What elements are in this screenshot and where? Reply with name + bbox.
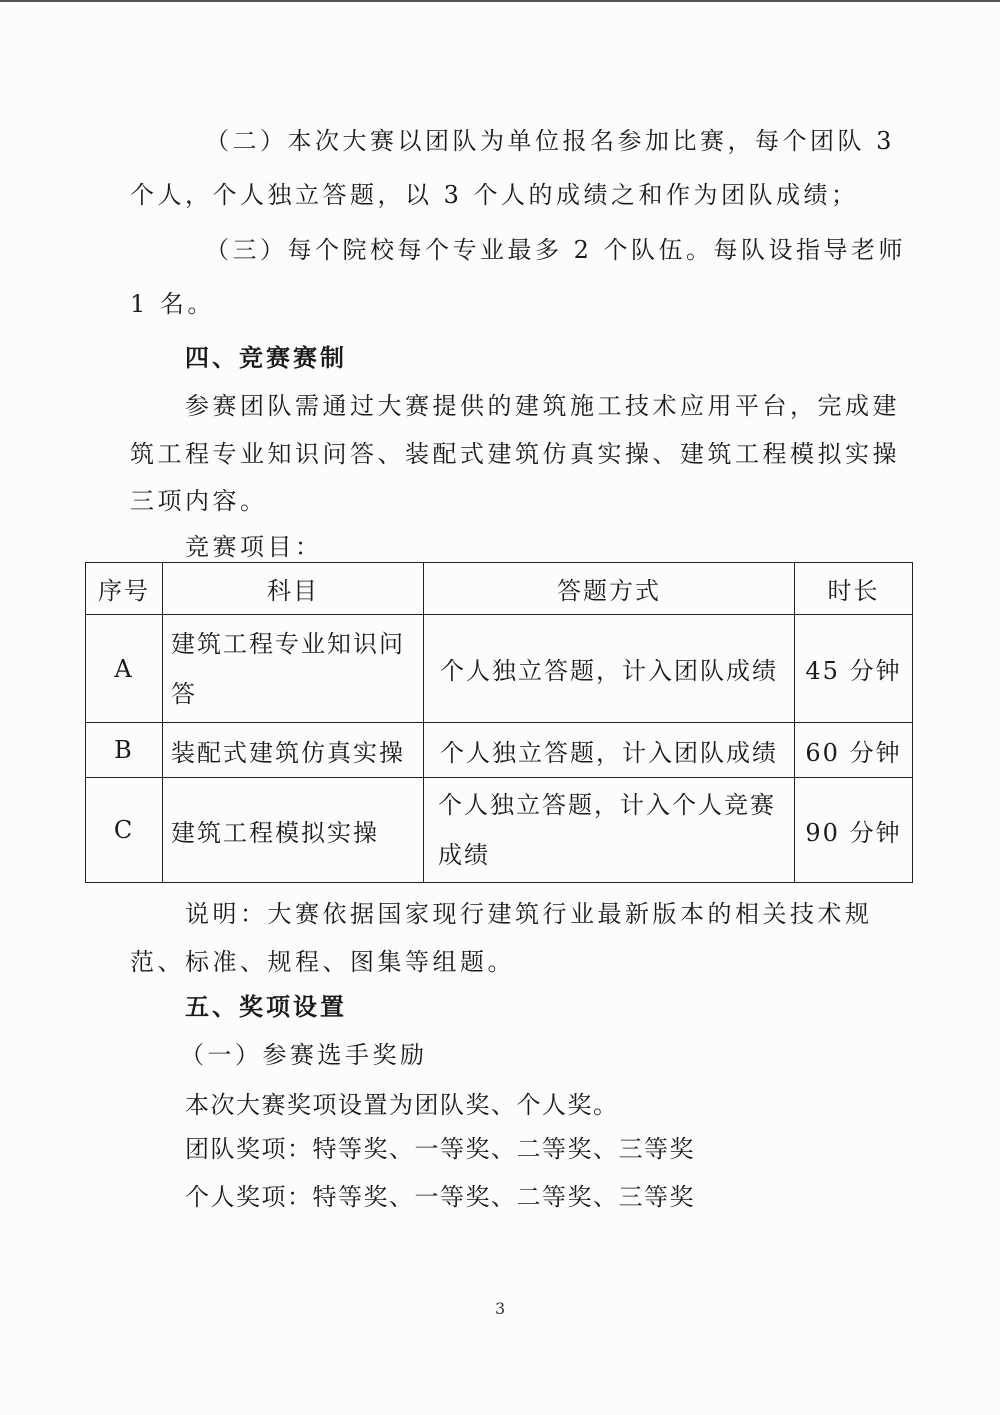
awards-individual: 个人奖项：特等奖、一等奖、二等奖、三等奖 xyxy=(185,1183,695,1211)
section4-body-line3: 三项内容。 xyxy=(130,487,268,515)
header-subject: 科目 xyxy=(163,563,424,615)
competition-items-label: 竞赛项目： xyxy=(185,533,323,561)
row-subject-line1: 建筑工程专业知识问 xyxy=(171,629,405,658)
row-no: B xyxy=(86,723,163,778)
section4-body-line2: 筑工程专业知识问答、装配式建筑仿真实操、建筑工程模拟实操 xyxy=(130,440,900,468)
section-heading-competition-format: 四、竞赛赛制 xyxy=(185,343,347,372)
row-subject-line2: 答 xyxy=(171,679,197,708)
page-number: 3 xyxy=(495,1299,506,1318)
row-method: 个人独立答题，计入团队成绩 xyxy=(424,723,795,778)
row-duration: 45 分钟 xyxy=(795,615,913,723)
table-row xyxy=(86,778,913,883)
row-method: 个人独立答题，计入团队成绩 xyxy=(424,615,795,723)
note-line2: 范、标准、规程、图集等组题。 xyxy=(130,948,515,976)
awards-line1: 本次大赛奖项设置为团队奖、个人奖。 xyxy=(185,1091,619,1119)
row-method xyxy=(424,778,795,883)
subsection-contestant-awards: （一）参赛选手奖励 xyxy=(180,1041,428,1069)
table-header-row xyxy=(86,563,913,615)
row-duration: 60 分钟 xyxy=(795,723,913,778)
row-no: A xyxy=(86,615,163,723)
row-duration: 90 分钟 xyxy=(795,778,913,883)
row-method-line2: 成绩 xyxy=(438,841,490,869)
table-row xyxy=(86,723,913,778)
row-subject: 建筑工程模拟实操 xyxy=(163,778,424,883)
paragraph-team-limit-cont: 1 名。 xyxy=(130,290,215,318)
paragraph-team-limit: （三）每个院校每个专业最多 2 个队伍。每队设指导老师 xyxy=(205,236,907,264)
table-row xyxy=(86,615,913,723)
awards-team: 团队奖项：特等奖、一等奖、二等奖、三等奖 xyxy=(185,1135,695,1163)
paragraph-team-registration-cont: 个人，个人独立答题，以 3 个人的成绩之和作为团队成绩； xyxy=(130,181,859,209)
row-subject xyxy=(163,615,424,723)
header-method: 答题方式 xyxy=(424,563,795,615)
note-line1: 说明：大赛依据国家现行建筑行业最新版本的相关技术规 xyxy=(185,900,873,928)
row-method-line1: 个人独立答题，计入个人竞赛 xyxy=(438,791,776,819)
row-no: C xyxy=(86,778,163,883)
row-subject: 装配式建筑仿真实操 xyxy=(163,723,424,778)
header-duration: 时长 xyxy=(795,563,913,615)
paragraph-team-registration: （二）本次大赛以团队为单位报名参加比赛，每个团队 3 xyxy=(205,127,895,155)
section-heading-awards: 五、奖项设置 xyxy=(185,992,347,1021)
competition-items-table xyxy=(85,562,913,883)
header-no: 序号 xyxy=(86,563,163,615)
section4-body-line1: 参赛团队需通过大赛提供的建筑施工技术应用平台，完成建 xyxy=(185,392,900,420)
